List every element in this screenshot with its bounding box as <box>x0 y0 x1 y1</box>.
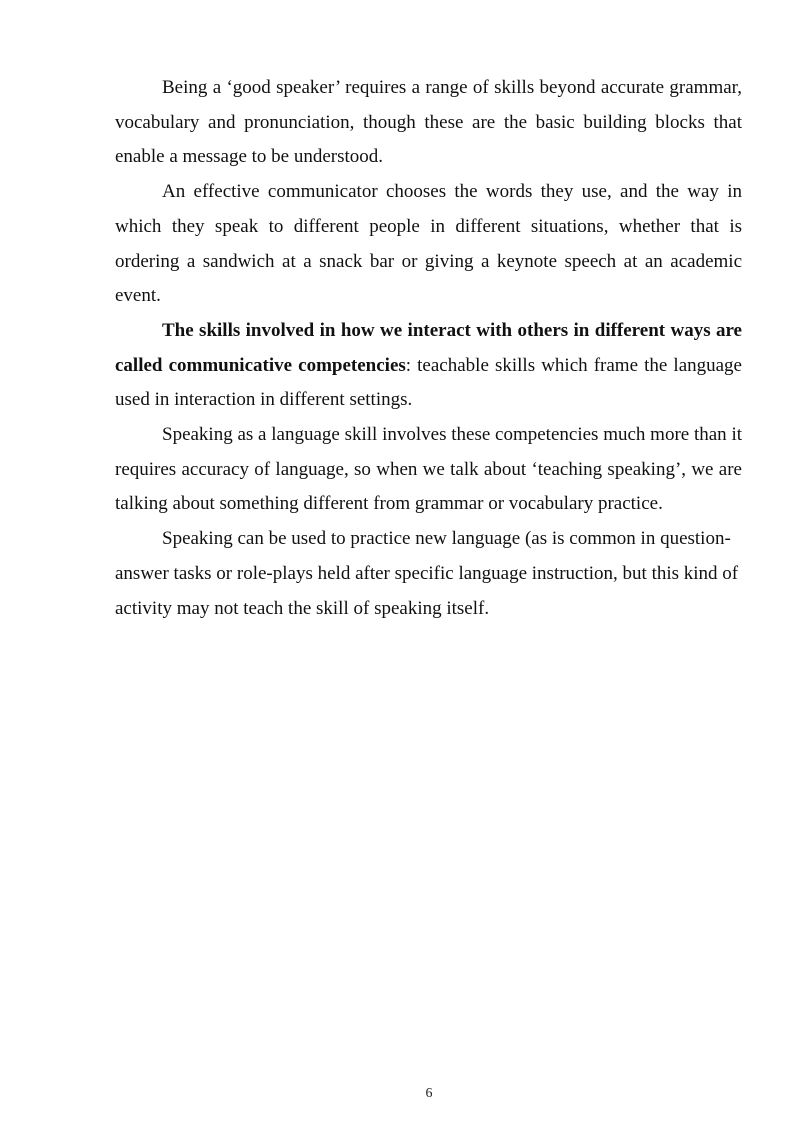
paragraph-communicative-competencies <box>115 314 742 418</box>
page-number: 6 <box>425 1086 433 1101</box>
body-text <box>115 71 742 626</box>
paragraph-practice-language <box>115 522 742 626</box>
bold-definition-text: The skills involved in how we interact with others in different ways are called communicative competencies <box>115 319 742 376</box>
paragraph-text: Speaking as a language skill involves these competencies much more than it requires accuracy of language, so when we talk about ‘teaching speaking’, we are talking about something different from grammar or vocabulary practice. <box>115 424 742 515</box>
paragraph-effective-communicator <box>115 175 742 314</box>
paragraph-good-speaker <box>115 71 742 175</box>
paragraph-text: : teachable skills which frame the language used in interaction in different settings. <box>115 354 742 411</box>
paragraph-text: An effective communicator chooses the words they use, and the way in which they speak to different people in different situations, whether that is ordering a sandwich at a snack bar or giving a keynote speech at an academic event. <box>115 181 742 307</box>
paragraph-text: Speaking can be used to practice new language (as is common in question-answer tasks or role-plays held after specific language instruction, but this kind of activity may not teach the skill of speaking itself. <box>115 528 739 619</box>
paragraph-text: Being a ‘good speaker’ requires a range of skills beyond accurate grammar, vocabulary and pronunciation, though these are the basic building blocks that enable a message to be understood. <box>115 77 742 168</box>
paragraph-speaking-skill <box>115 418 742 522</box>
